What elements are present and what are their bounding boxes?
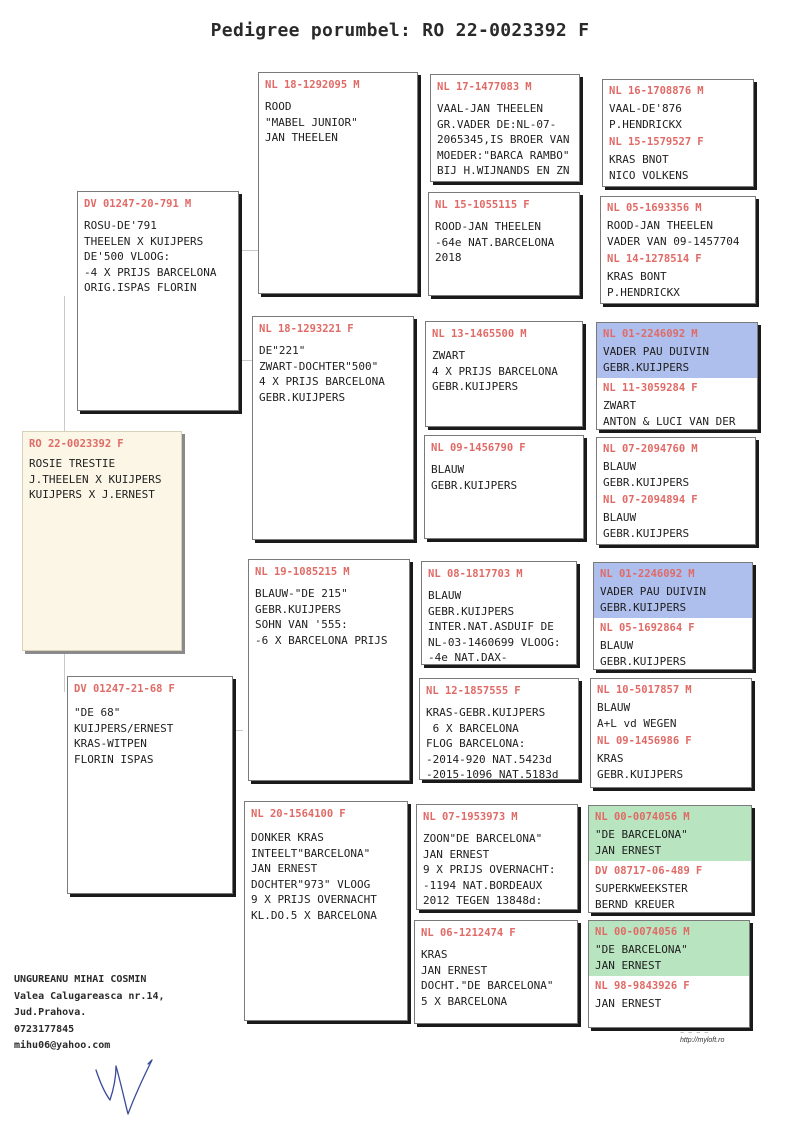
sex-label: M: [697, 85, 704, 97]
ring-id: NL 18-1293221: [259, 323, 342, 335]
ring-id: NL 00-0074056: [595, 926, 678, 938]
pedigree-card-fm: [252, 316, 414, 540]
pedigree-pair-card-8: [588, 920, 750, 1028]
sex-label: M: [184, 198, 192, 210]
ring-id: NL 07-1953973: [423, 811, 506, 823]
bird-description: BLAUW-"DE 215" GEBR.KUIJPERS SOHN VAN '555: -6 X BARCELONA PRIJS: [255, 587, 388, 647]
pedigree-card-mmf: [416, 804, 578, 910]
pedigree-pair-card-1: [602, 79, 754, 187]
ring-id: NL 14-1278514: [607, 253, 690, 265]
pedigree-card-fff: [430, 74, 580, 182]
pedigree-pair-card-5: [593, 562, 753, 670]
sex-label: F: [117, 438, 124, 450]
pedigree-pair-card-2: [600, 196, 756, 304]
ring-id: NL 10-5017857: [597, 684, 680, 696]
sex-label: F: [523, 199, 530, 211]
bird-description: BLAUW GEBR.KUIJPERS: [431, 463, 518, 492]
pedigree-card-ffm: [428, 192, 580, 296]
bird-description: ZWART ANTON & LUCI VAN DER: [603, 399, 736, 428]
sex-label: F: [691, 382, 698, 394]
sex-label: F: [691, 494, 698, 506]
pedigree-pair-card-4: [596, 437, 756, 545]
ring-id: NL 01-2246092: [603, 328, 686, 340]
bird-description: VAAL-JAN THEELEN GR.VADER DE:NL-07- 2065345,IS BROER VAN MOEDER:"BARCA RAMBO" BIJ H.WIJNANDS EN ZN: [437, 102, 570, 177]
highlight-block-green: [589, 806, 751, 861]
page-title: Pedigree porumbel: RO 22-0023392 F: [210, 20, 590, 41]
site-logo: [680, 1030, 724, 1044]
sex-label: F: [685, 735, 692, 747]
pedigree-card-sire: [77, 191, 239, 411]
sex-label: M: [511, 811, 518, 823]
bird-description: "DE 68" KUIJPERS/ERNEST KRAS-WITPEN FLORIN ISPAS: [74, 706, 174, 766]
owner-email[interactable]: mihu06@yahoo.com: [14, 1040, 111, 1051]
bird-description: BLAUW GEBR.KUIJPERS INTER.NAT.ASDUIF DE NL-03-1460699 VLOOG: -4e NAT.DAX-: [428, 589, 561, 664]
bird-description: VADER PAU DUIVIN GEBR.KUIJPERS: [600, 585, 706, 614]
ring-id: NL 09-1456790: [431, 442, 514, 454]
ring-id: NL 18-1292095: [265, 79, 348, 91]
bird-description: BLAUW A+L vd WEGEN: [597, 701, 677, 730]
connector-line: [238, 250, 258, 251]
bird-description: ROOD-JAN THEELEN VADER VAN 09-1457704: [607, 219, 740, 248]
ring-id: NL 13-1465500: [432, 328, 515, 340]
bird-description: ZOON"DE BARCELONA" JAN ERNEST 9 X PRIJS OVERNACHT: -1194 NAT.BORDEAUX 2012 TEGEN 13848d:: [423, 832, 556, 907]
bird-description: KRAS BNOT NICO VOLKENS: [609, 153, 689, 182]
highlight-block-blue: [597, 323, 757, 378]
bird-description: VADER PAU DUIVIN GEBR.KUIJPERS: [603, 345, 709, 374]
ring-id: NL 17-1477083: [437, 81, 520, 93]
sex-label: M: [343, 566, 350, 578]
ring-id: NL 05-1693356: [607, 202, 690, 214]
connector-line: [64, 652, 65, 692]
sex-label: F: [168, 683, 175, 695]
pedigree-pair-card-6: [590, 678, 752, 788]
pedigree-card-mm: [244, 801, 408, 1021]
sex-label: M: [525, 81, 532, 93]
bird-description: KRAS-GEBR.KUIJPERS 6 X BARCELONA FLOG BARCELONA: -2014-920 NAT.5423d -2015-1096 NAT.5183d: [426, 706, 559, 780]
site-url: http://myloft.ro: [680, 1037, 725, 1044]
signature-image: [90, 1040, 160, 1120]
ring-id: DV 01247-20-791: [84, 198, 179, 210]
ring-id: NL 00-0074056: [595, 811, 678, 823]
bird-description: "DE BARCELONA" JAN ERNEST: [595, 828, 688, 857]
owner-phone: 0723177845: [14, 1023, 75, 1035]
pedigree-pair-card-7: [588, 805, 752, 913]
ring-id: NL 07-2094760: [603, 443, 686, 455]
sex-label: M: [691, 328, 698, 340]
pedigree-card-mff: [421, 561, 577, 665]
connector-line: [64, 296, 65, 431]
owner-name: UNGUREANU MIHAI COSMIN: [14, 974, 147, 985]
ring-id: NL 01-2246092: [600, 568, 683, 580]
sex-label: F: [688, 622, 695, 634]
ring-id: NL 98-9843926: [595, 980, 678, 992]
bird-description: DONKER KRAS INTEELT"BARCELONA" JAN ERNEST DOCHTER"973" VLOOG 9 X PRIJS OVERNACHT KL.DO.5 X BARCELONA: [251, 831, 377, 922]
ring-id: NL 16-1708876: [609, 85, 692, 97]
ring-id: NL 07-2094894: [603, 494, 686, 506]
ring-id: NL 20-1564100: [251, 808, 334, 820]
sex-label: F: [695, 253, 702, 265]
sex-label: M: [353, 79, 360, 91]
sex-label: F: [347, 323, 354, 335]
sex-label: M: [683, 926, 690, 938]
bird-description: ROOD-JAN THEELEN -64e NAT.BARCELONA 2018: [435, 220, 555, 264]
pedigree-pair-card-3: [596, 322, 758, 430]
ring-id: NL 12-1857555: [426, 685, 509, 697]
pedigree-card-ff: [258, 72, 418, 294]
bird-description: BLAUW GEBR.KUIJPERS: [600, 639, 687, 668]
sex-label: M: [691, 443, 698, 455]
bird-description: BLAUW GEBR.KUIJPERS: [603, 511, 690, 540]
sex-label: M: [516, 568, 523, 580]
sex-label: F: [519, 442, 526, 454]
sex-label: M: [688, 568, 695, 580]
bird-description: ZWART 4 X PRIJS BARCELONA GEBR.KUIJPERS: [432, 349, 558, 393]
ring-id: DV 08717-06-489: [595, 865, 690, 877]
ring-id: DV 01247-21-68: [74, 683, 163, 695]
bird-description: DE"221" ZWART-DOCHTER"500" 4 X PRIJS BARCELONA GEBR.KUIJPERS: [259, 344, 385, 404]
owner-address-line1: Valea Calugareasca nr.14,: [14, 990, 165, 1002]
owner-address-line2: Jud.Prahova.: [14, 1007, 87, 1018]
sex-label: M: [520, 328, 527, 340]
sex-label: F: [697, 136, 704, 148]
highlight-block-blue: [594, 563, 752, 618]
bird-description: KRAS BONT P.HENDRICKX: [607, 270, 680, 299]
pedigree-card-mfm: [419, 678, 579, 780]
sex-label: F: [683, 980, 690, 992]
pedigree-card-fmf: [425, 321, 583, 427]
pedigree-card-fmm: [424, 435, 584, 539]
bird-description: ROSU-DE'791 THEELEN X KUIJPERS DE'500 VLOOG: -4 X PRIJS BARCELONA ORIG.ISPAS FLORIN: [84, 219, 217, 294]
sex-label: M: [685, 684, 692, 696]
ring-id: NL 15-1579527: [609, 136, 692, 148]
connector-line: [233, 730, 243, 731]
bird-description: JAN ERNEST: [595, 997, 662, 1010]
sex-label: F: [514, 685, 521, 697]
sex-label: F: [339, 808, 346, 820]
highlight-block-green: [589, 921, 749, 976]
sex-label: M: [683, 811, 690, 823]
bird-description: SUPERKWEEKSTER BERND KREUER: [595, 882, 688, 911]
bird-description: KRAS JAN ERNEST DOCHT."DE BARCELONA" 5 X BARCELONA: [421, 948, 554, 1008]
sex-label: F: [695, 865, 703, 877]
ring-id: NL 19-1085215: [255, 566, 338, 578]
bird-description: "DE BARCELONA" JAN ERNEST: [595, 943, 688, 972]
logo-mark-icon: ~ ~ ~ ~: [680, 1030, 710, 1037]
ring-id: NL 05-1692864: [600, 622, 683, 634]
sex-label: M: [695, 202, 702, 214]
ring-id: NL 09-1456986: [597, 735, 680, 747]
ring-id: RO 22-0023392: [29, 438, 112, 450]
bird-description: KRAS GEBR.KUIJPERS: [597, 752, 684, 781]
bird-description: ROSIE TRESTIE J.THEELEN X KUIJPERS KUIJPERS X J.ERNEST: [29, 457, 162, 501]
pedigree-card-mf: [248, 559, 410, 781]
bird-description: VAAL-DE'876 P.HENDRICKX: [609, 102, 682, 131]
bird-description: BLAUW GEBR.KUIJPERS: [603, 460, 690, 489]
pedigree-card-subject: [22, 431, 182, 651]
bird-description: ROOD "MABEL JUNIOR" JAN THEELEN: [265, 100, 358, 144]
ring-id: NL 08-1817703: [428, 568, 511, 580]
ring-id: NL 15-1055115: [435, 199, 518, 211]
pedigree-card-dam: [67, 676, 233, 894]
ring-id: NL 06-1212474: [421, 927, 504, 939]
ring-id: NL 11-3059284: [603, 382, 686, 394]
pedigree-card-mmm: [414, 920, 578, 1024]
sex-label: F: [509, 927, 516, 939]
